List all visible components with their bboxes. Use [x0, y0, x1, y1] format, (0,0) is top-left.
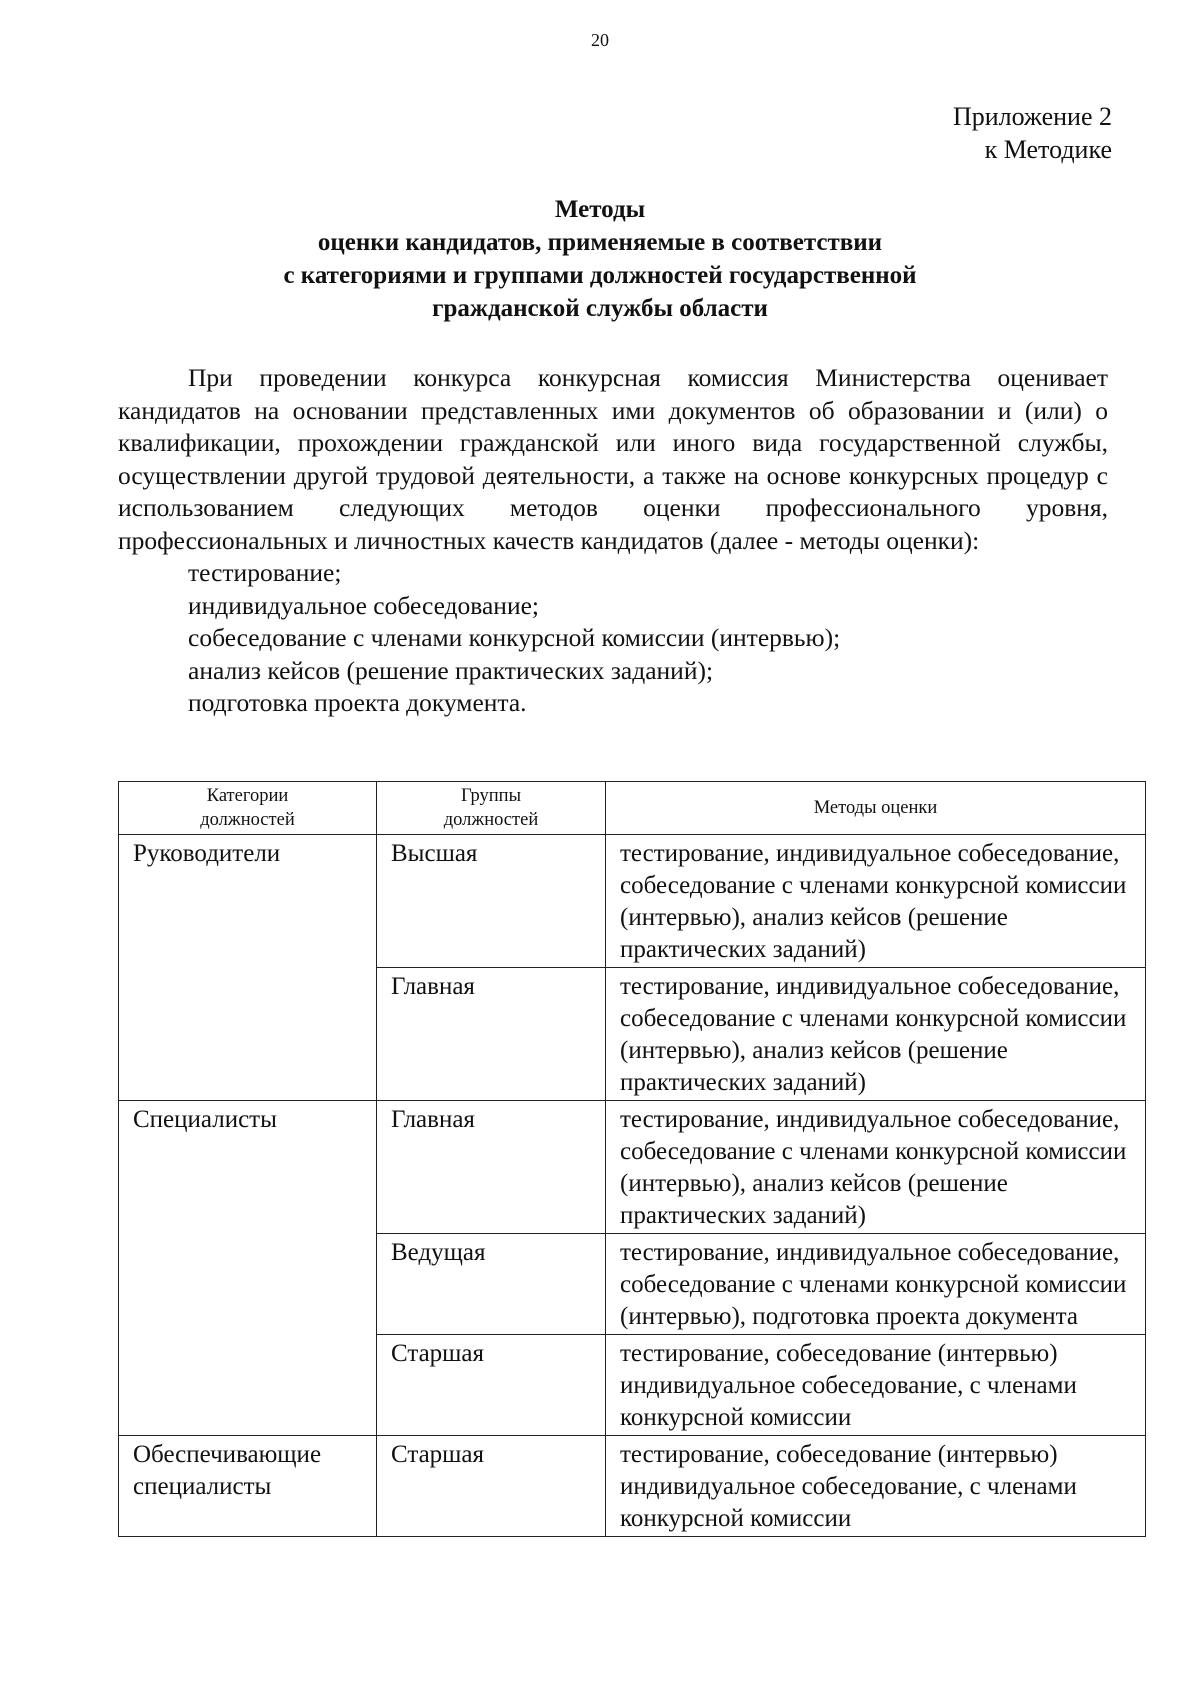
header-group-line-2: должностей [443, 810, 539, 830]
table-row [119, 835, 1146, 968]
appendix-line-2: к Методике [984, 135, 1112, 164]
header-category [119, 782, 377, 835]
intro-section [118, 362, 1108, 720]
appendix-line-1: Приложение 2 [952, 102, 1112, 131]
methods-list [118, 557, 1108, 720]
page-number: 20 [591, 30, 609, 50]
title-line-1: Методы [554, 196, 646, 223]
methods-cell: тестирование, индивидуальное собеседование, собеседование с членами конкурсной комиссии (интервью), анализ кейсов (решение практических заданий) [606, 835, 1146, 968]
methods-cell: тестирование, собеседование (интервью) индивидуальное собеседование, с членами конкурсной комиссии [606, 1335, 1146, 1436]
header-group-line-1: Группы [460, 786, 522, 806]
methods-cell: тестирование, собеседование (интервью) индивидуальное собеседование, с членами конкурсной комиссии [606, 1436, 1146, 1537]
methods-cell: тестирование, индивидуальное собеседование, собеседование с членами конкурсной комиссии (интервью), подготовка проекта документа [606, 1234, 1146, 1335]
header-group [377, 782, 606, 835]
methods-table [118, 781, 1146, 1537]
header-category-line-2: должностей [200, 810, 295, 830]
title-line-4: гражданской службы области [432, 295, 768, 322]
list-item: анализ кейсов (решение практических заданий); [188, 655, 714, 685]
category-cell: Специалисты [119, 1101, 377, 1436]
header-category-line-1: Категории [206, 786, 289, 806]
title-line-2: оценки кандидатов, применяемые в соответствии [317, 229, 883, 256]
group-cell: Высшая [377, 835, 606, 968]
appendix-reference [953, 100, 1112, 166]
group-cell: Старшая [377, 1335, 606, 1436]
category-cell: Обеспечивающие специалисты [119, 1436, 377, 1537]
intro-paragraph: При проведении конкурса конкурсная комиссия Министерства оценивает кандидатов на основании представленных ими документов об образовании и (или) о квалификации, прохождении гражданской или иного вида государственной службы, осуществлении другой трудовой деятельности, а также на основе конкурсных процедур с использованием следующих методов оценки профессионального уровня, профессиональных и личностных качеств кандидатов (далее - методы оценки): [118, 363, 1108, 555]
list-item: подготовка проекта документа. [188, 688, 527, 717]
methods-cell: тестирование, индивидуальное собеседование, собеседование с членами конкурсной комиссии (интервью), анализ кейсов (решение практических заданий) [606, 968, 1146, 1101]
category-cell: Руководители [119, 835, 377, 1101]
table-row [119, 1436, 1146, 1537]
list-item: собеседование с членами конкурсной комиссии (интервью); [188, 623, 841, 652]
group-cell: Главная [377, 1101, 606, 1234]
group-cell: Старшая [377, 1436, 606, 1537]
list-item: индивидуальное собеседование; [188, 590, 539, 620]
group-cell: Ведущая [377, 1234, 606, 1335]
document-title [0, 193, 1200, 325]
title-line-3: с категориями и группами должностей государственной [283, 262, 917, 289]
table-header-row [119, 782, 1146, 835]
list-item: тестирование; [188, 558, 342, 587]
group-cell: Главная [377, 968, 606, 1101]
header-methods: Методы оценки [606, 782, 1146, 835]
table-row [119, 1101, 1146, 1234]
methods-cell: тестирование, индивидуальное собеседование, собеседование с членами конкурсной комиссии (интервью), анализ кейсов (решение практических заданий) [606, 1101, 1146, 1234]
